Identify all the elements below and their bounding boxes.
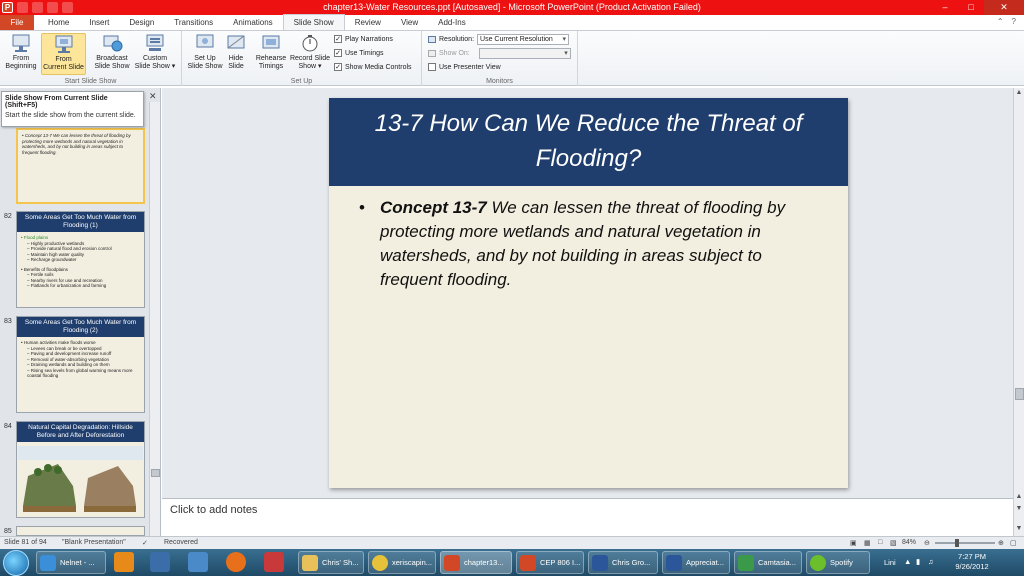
zoom-level[interactable]: 84%: [902, 539, 917, 546]
clock[interactable]: [942, 552, 1002, 572]
stopwatch-icon: [299, 33, 321, 53]
tooltip-body: Start the slide show from the current slide.: [5, 112, 136, 119]
slide-thumbnail-81[interactable]: [16, 128, 145, 204]
tab-animations[interactable]: Animations: [233, 18, 273, 27]
taskbar: [0, 549, 1024, 576]
taskbar-item-chris-gro[interactable]: Chris Gro...: [588, 551, 658, 574]
network-icon[interactable]: ▮: [916, 557, 921, 566]
monitor-icon: [428, 36, 436, 43]
projector-current-icon: [53, 34, 75, 54]
broadcast-slide-show-button[interactable]: Broadcast Slide Show: [90, 33, 134, 75]
custom-slide-show-button[interactable]: Custom Slide Show ▾: [134, 33, 176, 75]
broadcast-icon: [101, 33, 123, 53]
checkbox-checked-icon: ✓: [335, 36, 341, 43]
show-media-controls-checkbox[interactable]: ✓ Show Media Controls: [335, 63, 412, 71]
use-presenter-view-checkbox[interactable]: Use Presenter View: [428, 63, 501, 71]
tab-design[interactable]: Design: [129, 18, 155, 27]
clock-date: 9/26/2012: [955, 562, 989, 571]
powerpoint-icon: [520, 555, 536, 571]
notes-pane[interactable]: Click to add notes: [162, 498, 1013, 536]
thumbnail-number: 85: [4, 528, 12, 535]
slide-thumbnail-84[interactable]: [16, 421, 145, 518]
slide-sorter-icon[interactable]: ▦: [864, 540, 871, 547]
minimize-icon[interactable]: –: [942, 2, 948, 12]
show-hidden-icons-icon[interactable]: ▲: [904, 557, 912, 566]
set-up-slide-show-button[interactable]: Set Up Slide Show: [186, 33, 224, 75]
zoom-out-icon[interactable]: ⊖: [924, 540, 930, 547]
scrollbar-thumb[interactable]: [1015, 388, 1024, 400]
thumbnail-title: Some Areas Get Too Much Water from Flooding (2): [17, 317, 144, 337]
from-beginning-button[interactable]: From Beginning: [2, 33, 40, 75]
checkbox-checked-icon: ✓: [335, 50, 341, 57]
tab-add-ins[interactable]: Add-Ins: [438, 18, 466, 27]
slide-editing-area: [162, 88, 1013, 498]
tab-slide-show[interactable]: Slide Show: [283, 14, 345, 30]
zoom-slider[interactable]: [935, 542, 995, 544]
thumbnail-body: • Concept 13-7 We can lessen the threat of flooding by protecting more wetlands and natural vegetation in watersheds, and by not building in areas subject to frequent flooding.: [18, 130, 143, 157]
close-icon[interactable]: ✕: [984, 0, 1024, 15]
projector-icon: [10, 33, 32, 53]
group-label-set-up: Set Up: [290, 78, 313, 85]
slide-title[interactable]: 13-7 How Can We Reduce the Threat of Flooding?: [329, 98, 848, 186]
close-panel-icon[interactable]: ✕: [149, 91, 157, 101]
tab-home[interactable]: Home: [48, 18, 70, 27]
scroll-down-icon[interactable]: ▼: [1015, 525, 1023, 532]
custom-show-icon: [144, 33, 166, 53]
rehearse-icon: [260, 33, 282, 53]
slide-area-scrollbar[interactable]: [1013, 88, 1024, 536]
word-icon: [666, 555, 682, 571]
taskbar-item-spotify[interactable]: Spotify: [806, 551, 870, 574]
thumbnail-number: 82: [4, 213, 12, 220]
from-current-slide-button[interactable]: From Current Slide: [41, 33, 86, 75]
help-icon[interactable]: ?: [1011, 17, 1016, 26]
record-slide-show-button[interactable]: Record Slide Show ▾: [288, 33, 332, 75]
title-bar: [0, 0, 1024, 15]
spell-check-icon[interactable]: ✓: [142, 540, 148, 547]
normal-view-icon[interactable]: ▣: [850, 540, 857, 547]
deforestation-diagram-image: [18, 446, 143, 514]
folder-icon: [302, 555, 318, 571]
tab-review[interactable]: Review: [354, 18, 381, 27]
use-timings-checkbox[interactable]: ✓ Use Timings: [335, 49, 384, 57]
setup-icon: [194, 33, 216, 53]
window-title: chapter13-Water Resources.ppt [Autosaved] - Microsoft PowerPoint (Product Activation Failed): [323, 2, 701, 12]
slides-panel-scrollbar[interactable]: [149, 102, 160, 536]
thumbnail-body: • Flood plains – Highly productive wetlands – Provide natural flood and erosion control – Maintain high water quality – Recharge groundwater • Benefits of floodplains – Fertile soils – Nearby rivers for use and recreation – Flatlands for urbanization and farming: [17, 232, 144, 291]
ie-icon: [40, 555, 56, 571]
slide-thumbnail-82[interactable]: [16, 211, 145, 308]
fit-to-window-icon[interactable]: ▢: [1010, 540, 1017, 547]
scrollbar-thumb[interactable]: [151, 469, 160, 477]
screen-tool-icon[interactable]: [264, 552, 284, 572]
volume-icon[interactable]: ♫: [928, 557, 934, 566]
checkbox-unchecked-icon: [428, 63, 436, 71]
spotify-icon: [810, 555, 826, 571]
recovered-status: Recovered: [164, 539, 198, 546]
tab-file[interactable]: File: [0, 15, 34, 30]
tab-view[interactable]: View: [400, 18, 419, 27]
taskbar-item-cep806[interactable]: CEP 806 I...: [516, 551, 584, 574]
tab-insert[interactable]: Insert: [89, 18, 110, 27]
previous-slide-icon[interactable]: ▲: [1015, 493, 1023, 500]
start-button[interactable]: [3, 550, 29, 576]
group-label-start-slide-show: Start Slide Show: [64, 78, 117, 85]
slide-counter: Slide 81 of 94: [4, 539, 47, 546]
thumbnail-number: 84: [4, 423, 12, 430]
slide-content[interactable]: [329, 186, 848, 292]
visual-studio-icon[interactable]: [188, 552, 208, 572]
group-monitors: [422, 31, 578, 86]
monitor-icon: [428, 50, 436, 57]
theme-name: "Blank Presentation": [62, 539, 126, 546]
powerpoint-app-icon[interactable]: P: [2, 2, 13, 13]
ribbon: [0, 31, 1024, 86]
camtasia-icon: [738, 555, 754, 571]
zoom-slider-handle[interactable]: [955, 539, 959, 547]
firefox-icon[interactable]: [226, 552, 246, 572]
thumbnail-title: Natural Capital Degradation: Hillside Before and After Deforestation: [17, 422, 144, 442]
slide-thumbnail-85[interactable]: [16, 526, 145, 536]
status-bar: [0, 536, 1024, 549]
hide-slide-icon: [225, 33, 247, 53]
maximize-icon[interactable]: □: [968, 2, 974, 12]
reading-view-icon[interactable]: □: [878, 539, 883, 546]
minimize-ribbon-icon[interactable]: ⌃: [996, 17, 1004, 26]
language-indicator[interactable]: Lini: [884, 558, 896, 567]
tooltip: [1, 91, 144, 127]
slideshow-view-icon[interactable]: ▧: [890, 540, 897, 547]
taskbar-item-chapter13[interactable]: chapter13...: [440, 551, 512, 574]
thumbnail-body: • Human activities make floods worse – Levees can break or be overtopped – Paving and development increase runoff – Removal of water-absorbing vegetation – Draining wetlands and building on them – Rising sea levels from global warming means more coastal flooding: [17, 337, 144, 381]
thumbnail-number: 83: [4, 318, 12, 325]
taskbar-item-chris-sh[interactable]: Chris' Sh...: [298, 551, 364, 574]
resolution-select[interactable]: Use Current Resolution ▾: [477, 34, 569, 45]
taskbar-item-nelnet[interactable]: Nelnet - ...: [36, 551, 106, 574]
slide-thumbnail-83[interactable]: [16, 316, 145, 413]
taskbar-item-camtasia[interactable]: Camtasia...: [734, 551, 802, 574]
thumbnail-title: Some Areas Get Too Much Water from Flooding (1): [17, 212, 144, 232]
current-slide[interactable]: [329, 98, 848, 488]
word-icon: [592, 555, 608, 571]
checkbox-checked-icon: ✓: [335, 64, 341, 71]
play-narrations-checkbox[interactable]: ✓ Play Narrations: [335, 35, 393, 43]
group-start-slide-show: [0, 31, 182, 86]
tooltip-title: Slide Show From Current Slide (Shift+F5): [5, 95, 108, 109]
rehearse-timings-button[interactable]: Rehearse Timings: [252, 33, 290, 75]
clock-time: 7:27 PM: [958, 552, 986, 561]
ribbon-tabs: [0, 15, 1024, 31]
bullet-icon: •: [359, 198, 365, 217]
scroll-up-icon[interactable]: ▲: [1015, 89, 1023, 96]
next-slide-icon[interactable]: ▼: [1015, 505, 1023, 512]
taskbar-item-xeriscaping[interactable]: xeriscapin...: [368, 551, 436, 574]
show-on-field: Show On: ▾: [428, 48, 571, 59]
taskbar-item-appreciat[interactable]: Appreciat...: [662, 551, 730, 574]
resolution-field: Resolution: Use Current Resolution ▾: [428, 34, 569, 45]
checkmark-app-icon[interactable]: [150, 552, 170, 572]
media-player-icon[interactable]: [114, 552, 134, 572]
slide-bullet-text: Concept 13-7 We can lessen the threat of flooding by protecting more wetlands and natural vegetation in watersheds, and by not building in areas subject to frequent flooding.: [380, 198, 786, 289]
group-set-up: [182, 31, 422, 86]
chrome-icon: [372, 555, 388, 571]
group-label-monitors: Monitors: [486, 78, 513, 85]
powerpoint-icon: [444, 555, 460, 571]
zoom-in-icon[interactable]: ⊕: [998, 540, 1004, 547]
tab-transitions[interactable]: Transitions: [174, 18, 214, 27]
show-on-select[interactable]: [479, 48, 571, 59]
hide-slide-button[interactable]: Hide Slide: [224, 33, 248, 75]
